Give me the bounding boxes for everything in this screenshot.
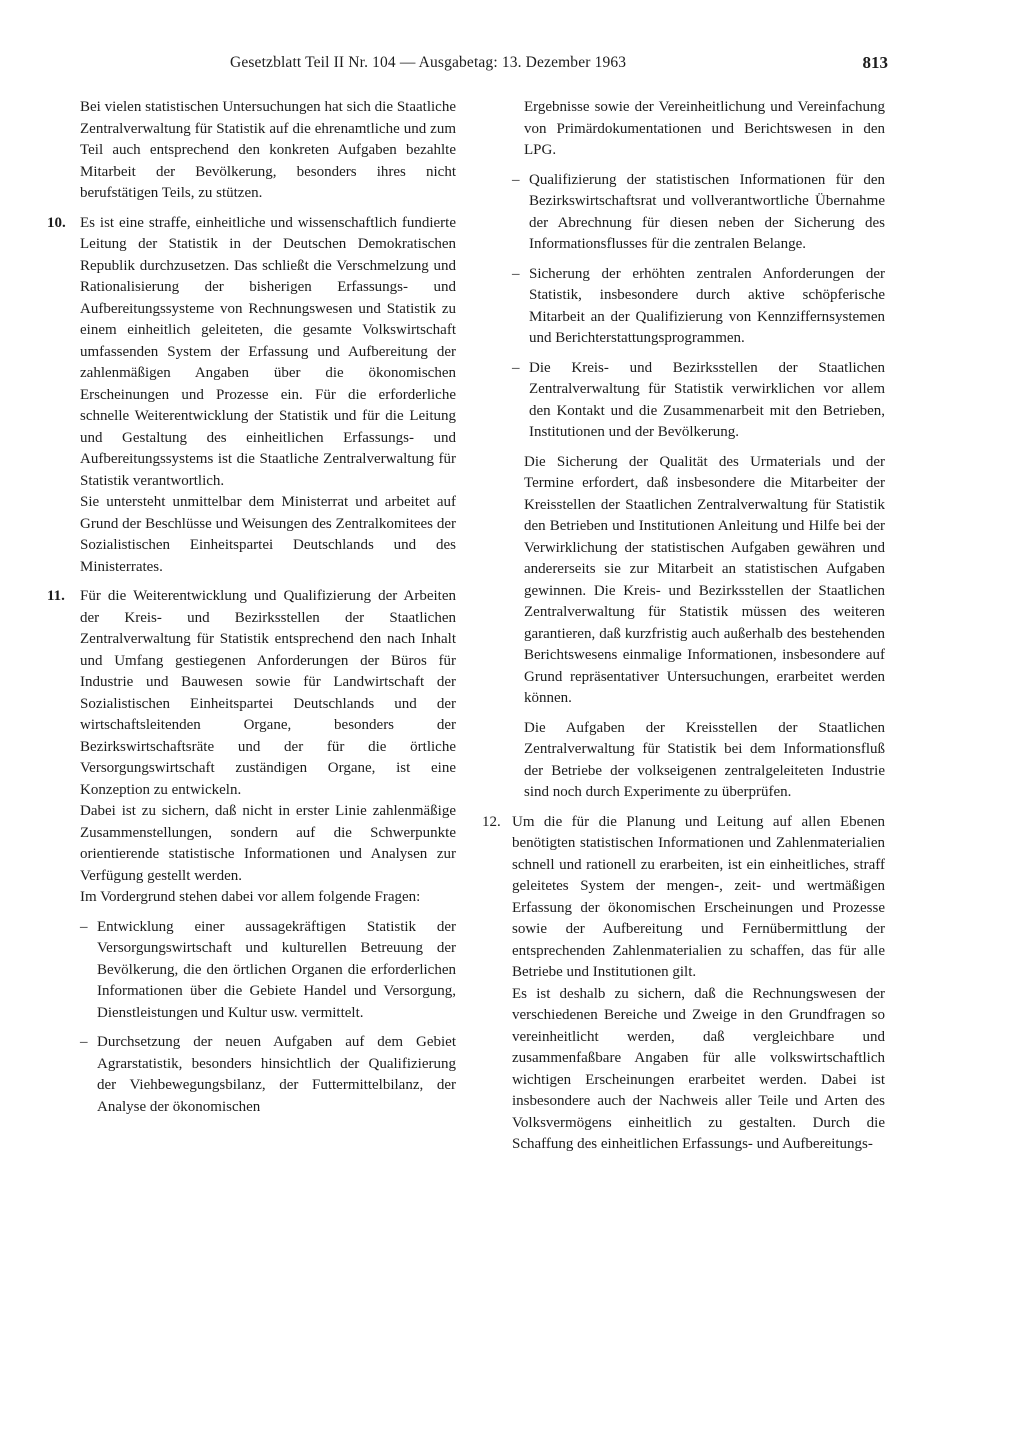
dash-marker: – (512, 171, 520, 188)
section-number: 11. (47, 588, 65, 604)
section-number: 10. (47, 214, 66, 231)
dash-marker: – (80, 918, 88, 935)
body-paragraph: Die Sicherung der Qualität des Urmaterials und der Termine erfordert, daß insbesondere die Mitarbeiter der Kreisstellen der Staatlichen Zentralverwaltung für Statistik den Betrieben und Institutionen Anleitung und Hilfe bei der Verwirklichung der statistischen Aufgaben gewähren und andererseits sie zur Mitarbeit an statistischen Aufgaben gewinnen. Die Kreis- und Bezirksstellen der Staatlichen Zentralverwaltung für Statistik müssen des weiteren garantieren, daß kurzfristig auch außerhalb des bestehenden Berichtswesens einmalige Informationen, insbesondere auf Grund repräsentativer Untersuchungen, erarbeitet werden können. (524, 453, 885, 706)
page-number: 813 (862, 53, 888, 72)
list-item-text: Qualifizierung der statistischen Informationen für den Bezirkswirtschaftsrat und vollverantwortliche Übernahme der Abrechnung für diesen neben der Sicherung des Informationsflusses für die zentralen Belange. (529, 171, 885, 252)
list-item (80, 917, 456, 1025)
section-text: Um die für die Planung und Leitung auf allen Ebenen benötigten statistischen Informationen und Zahlenmaterialien schnell und rationell zu erarbeiten, ist ein einheitliches, straff geleitetes System der mengen-, zeit- und wertmäßigen Erfassung der ökonomischen Erscheinungen und Prozesse sowie der Aufbereitung und Fernübermittlung der entsprechenden Zahlenmaterialien zu schaffen, das für alle Betriebe und Institutionen gilt. (512, 813, 885, 980)
list-item (512, 170, 885, 256)
dash-marker: – (80, 1034, 88, 1050)
dash-marker: – (512, 265, 520, 282)
section-number: 12. (482, 813, 501, 830)
right-column (482, 97, 885, 1164)
section-text: Es ist eine straffe, einheitliche und wissenschaftlich fundierte Leitung der Statistik in der Deutschen Demokratischen Republik durchzusetzen. Das schließt die Verschmelzung und Rationalisierung der bisherigen Erfassungs- und Aufbereitungssysteme von Rechnungswesen und Statistik zu einem einheitlich geleiteten, die gesamte Volkswirtschaft umfassenden System der Erfassung und Aufbereitung der zahlenmäßigen Angaben über die ökonomischen Erscheinungen und Prozesse ein. Für die erforderliche schnelle Weiterentwicklung der Statistik und für die Leitung und Gestaltung des einheitlichen Erfassungs- und Aufbereitungssystems ist die Staatliche Zentralverwaltung für Statistik verantwortlich. (80, 214, 456, 489)
section-text: Sie untersteht unmittelbar dem Ministerrat und arbeitet auf Grund der Beschlüsse und Weisungen des Zentralkomitees der Sozialistischen Einheitspartei Deutschlands und des Ministerrates. (80, 494, 456, 575)
left-column (47, 97, 456, 1126)
list-item-text: Durchsetzung der neuen Aufgaben auf dem Gebiet Agrarstatistik, besonders hinsichtlich der Qualifizierung der Viehbewegungsbilanz, der Futtermittelbilanz, der Analyse der ökonomischen (97, 1034, 456, 1115)
list-item (80, 1032, 456, 1118)
section-text: Es ist deshalb zu sichern, daß die Rechnungswesen der verschiedenen Bereiche und Zweige in den Grundfragen so vereinheitlicht werden, daß vergleichbare und zusammenfaßbare Angaben für alle volkswirtschaftlich wichtigen Erscheinungen erarbeitet werden. Dabei ist insbesondere auch der Nachweis aller Teile und Arten des Volksvermögens einheitlich zu gestalten. Durch die Schaffung des einheitlichen Erfassungs- und Aufbereitungs- (512, 985, 885, 1152)
running-header: Gesetzblatt Teil II Nr. 104 — Ausgabetag: 13. Dezember 1963 (230, 54, 627, 71)
intro-paragraph: Bei vielen statistischen Untersuchungen hat sich die Staatliche Zentralverwaltung für Statistik auf die ehrenamtliche und zum Teil auch entsprechend den konkreten Aufgaben bezahlte Mitarbeit der Bevölkerung, besonders ihres nicht berufstätigen Teils, zu stützen. (80, 99, 456, 201)
list-item-text: Entwicklung einer aussagekräftigen Statistik der Versorgungswirtschaft und kulturellen Betreuung der Bevölkerung, die den örtlichen Organen die erforderlichen Informationen über die Gebiete Handel und Versorgung, Dienstleistungen und Kultur usw. vermittelt. (97, 918, 456, 1021)
section-text: Für die Weiterentwicklung und Qualifizierung der Arbeiten der Kreis- und Bezirksstellen der Staatlichen Zentralverwaltung für Statistik entsprechend den nach Inhalt und Umfang gestiegenen Anforderungen der Büros für Industrie und Bauwesen sowie für Landwirtschaft der Sozialistischen Einheitspartei Deutschlands und der wirtschaftsleitenden Organe, besonders der Bezirkswirtschaftsräte und der für die örtliche Versorgungswirtschaft zuständigen Organe, ist eine Konzeption zu entwickeln. (80, 588, 456, 798)
list-item (512, 358, 885, 444)
list-item-text: Sicherung der erhöhten zentralen Anforderungen der Statistik, insbesondere durch aktive schöpferische Mitarbeit an der Qualifizierung von Kennziffernsystemen und Berichterstattungsprogrammen. (529, 265, 885, 346)
section-text: Dabei ist zu sichern, daß nicht in erster Linie zahlenmäßige Zusammenstellungen, sondern auf die Schwerpunkte orientierende statistische Informationen und Analysen zur Verfügung gestellt werden. (80, 803, 456, 884)
continuation-paragraph: Ergebnisse sowie der Vereinheitlichung und Vereinfachung von Primärdokumentationen und Berichtswesen in den LPG. (524, 99, 885, 158)
section-12 (482, 812, 885, 1156)
section-10 (47, 213, 456, 579)
body-paragraph: Die Aufgaben der Kreisstellen der Staatlichen Zentralverwaltung für Statistik bei dem Informationsfluß der Betriebe der volkseigenen zentralgeleiteten Industrie sind noch durch Experimente zu überprüfen. (524, 719, 885, 800)
list-item-text: Die Kreis- und Bezirksstellen der Staatlichen Zentralverwaltung für Statistik verwirklichen vor allem den Kontakt und die Zusammenarbeit mit den Betrieben, Institutionen und der Bevölkerung. (529, 359, 885, 440)
dash-marker: – (512, 359, 520, 376)
section-11 (47, 586, 456, 1118)
section-text: Im Vordergrund stehen dabei vor allem folgende Fragen: (80, 889, 421, 905)
list-item (512, 264, 885, 350)
